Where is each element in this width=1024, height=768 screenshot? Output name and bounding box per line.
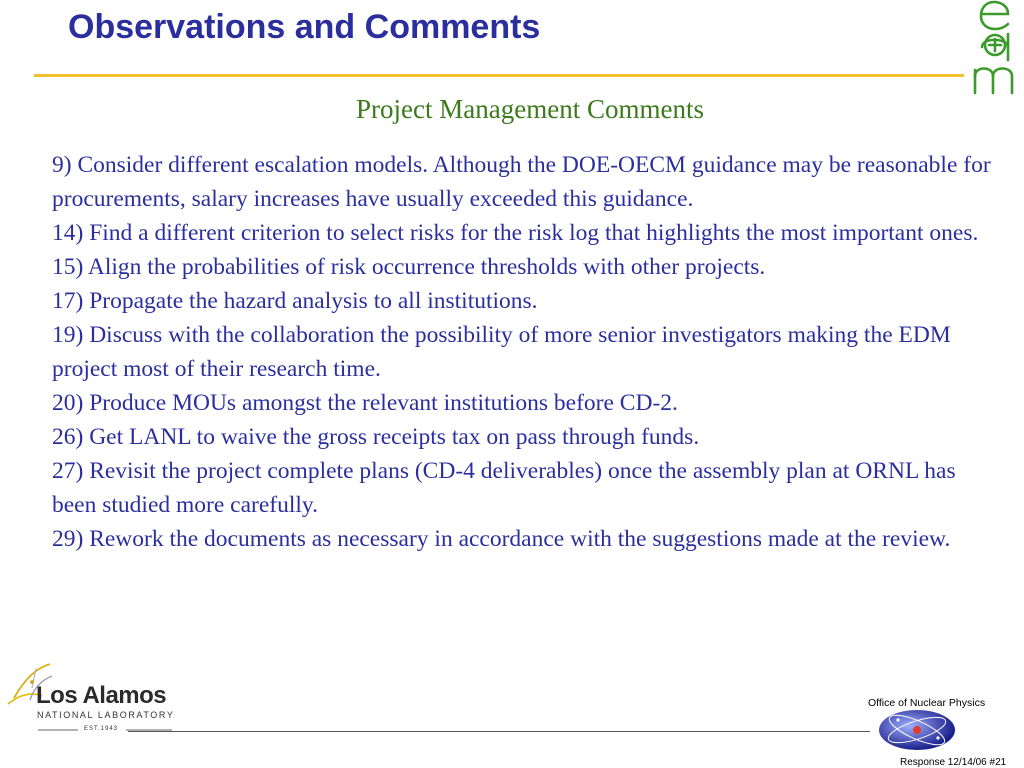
footer-reference: Response 12/14/06 #21 [900,757,1007,768]
office-label: Office of Nuclear Physics [868,697,986,709]
title-divider [34,74,964,77]
comment-item: 17) Propagate the hazard analysis to all institutions. [52,288,538,314]
lanl-established: EST.1943 [84,726,119,732]
comment-item: 20) Produce MOUs amongst the relevant institutions before CD-2. [52,390,678,416]
slide-title: Observations and Comments [68,8,541,46]
office-nuclear-physics-logo [876,708,958,752]
lanl-subtitle: NATIONAL LABORATORY [37,710,175,720]
comment-item: 14) Find a different criterion to select risks for the risk log that highlights the most important ones. [52,220,979,246]
comment-item: 15) Align the probabilities of risk occurrence thresholds with other projects. [52,254,766,280]
edm-logo [962,0,1020,98]
comment-item: 9) Consider different escalation models. Although the DOE-OECM guidance may be reasonable for procurements, salary increases have usually exceeded this guidance. [52,152,991,212]
comment-list [52,148,992,556]
comment-item: 27) Revisit the project complete plans (CD-4 deliverables) once the assembly plan at ORNL has been studied more carefully. [52,458,956,518]
slide-subtitle: Project Management Comments [356,94,704,124]
comment-item: 29) Rework the documents as necessary in accordance with the suggestions made at the review. [52,526,951,552]
lanl-name: Los Alamos [36,682,167,709]
footer-divider [128,731,870,732]
comment-item: 26) Get LANL to waive the gross receipts tax on pass through funds. [52,424,700,450]
comment-item: 19) Discuss with the collaboration the possibility of more senior investigators making the EDM project most of their research time. [52,322,951,382]
